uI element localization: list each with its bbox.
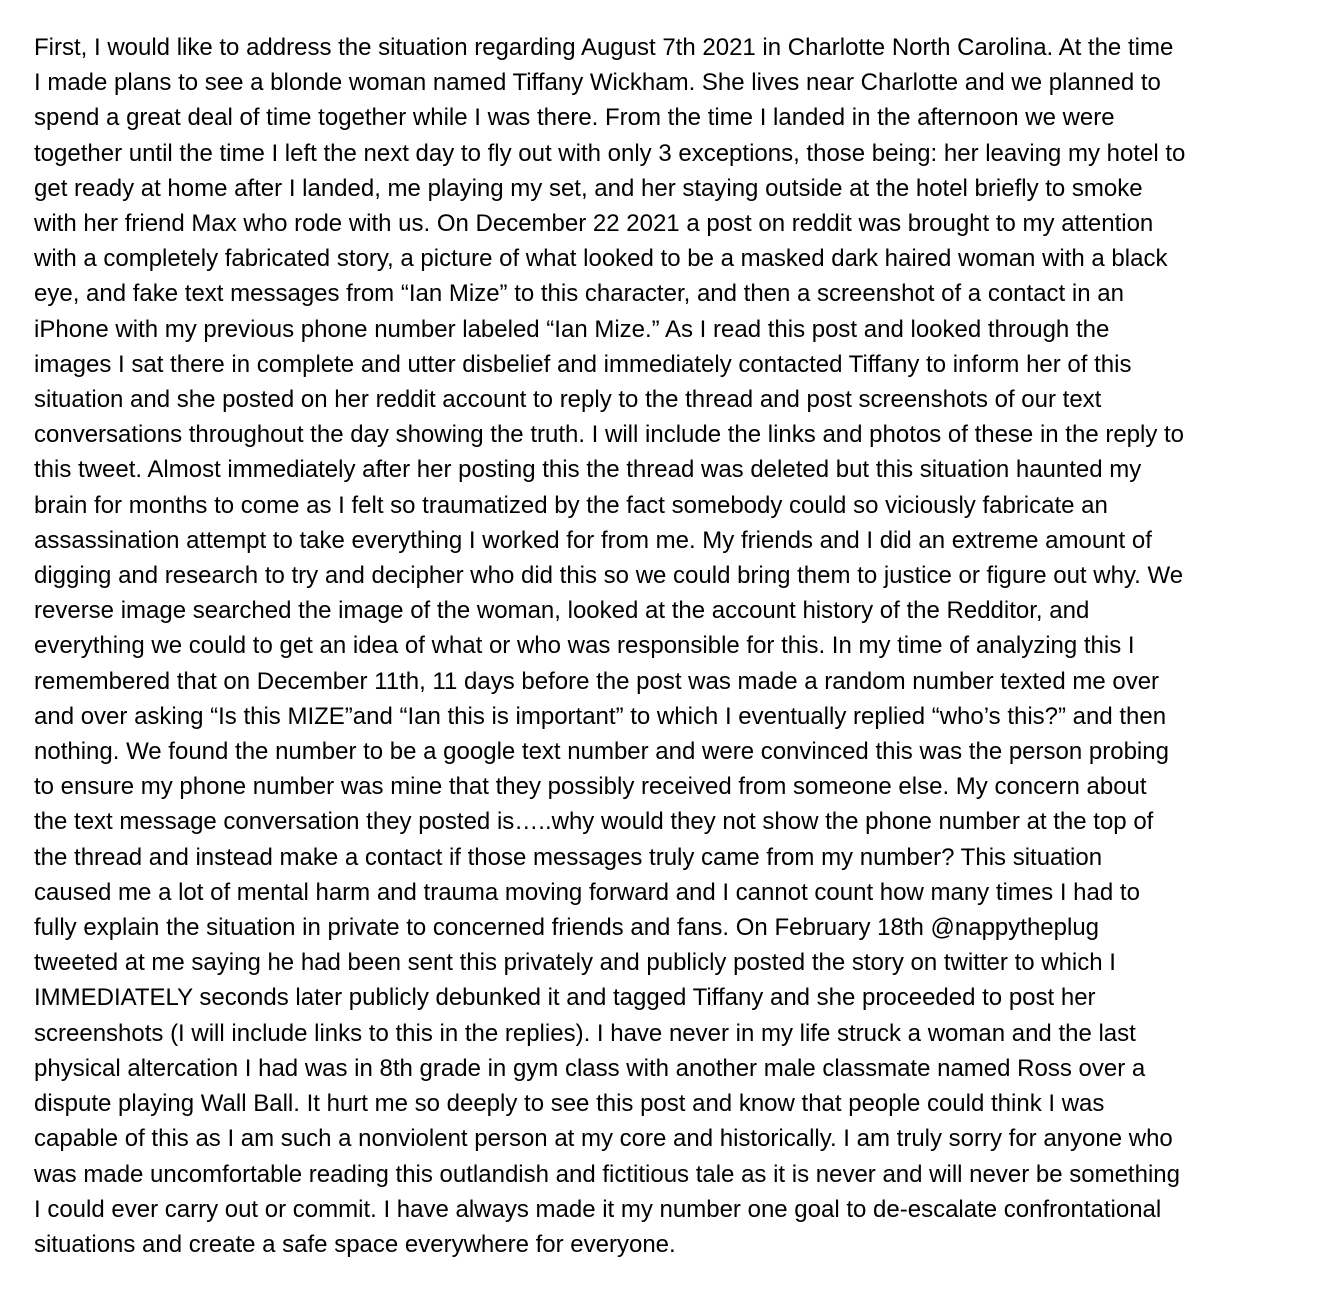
text-line: tweeted at me saying he had been sent this privately and publicly posted the story on twitter to which I: [34, 949, 1116, 977]
text-line: digging and research to try and decipher who did this so we could bring them to justice or figure out why. We: [34, 562, 1184, 590]
text-line: to ensure my phone number was mine that they possibly received from someone else. My concern about: [34, 773, 1147, 801]
text-line: situation and she posted on her reddit account to reply to the thread and post screenshots of our text: [34, 386, 1102, 414]
text-line: IMMEDIATELY seconds later publicly debunked it and tagged Tiffany and she proceeded to post her: [34, 984, 1096, 1012]
text-line: fully explain the situation in private to concerned friends and fans. On February 18th @nappytheplug: [34, 914, 1100, 942]
text-line: situations and create a safe space everywhere for everyone.: [34, 1230, 676, 1258]
text-line: was made uncomfortable reading this outlandish and fictitious tale as it is never and will never be something: [34, 1160, 1180, 1188]
text-line: remembered that on December 11th, 11 days before the post was made a random number texted me over: [34, 667, 1160, 695]
text-line: images I sat there in complete and utter disbelief and immediately contacted Tiffany to inform her of this: [34, 350, 1132, 378]
text-line: eye, and fake text messages from “Ian Mize” to this character, and then a screenshot of a contact in an: [34, 280, 1124, 308]
text-line: with her friend Max who rode with us. On December 22 2021 a post on reddit was brought to my attention: [34, 210, 1154, 238]
text-line: brain for months to come as I felt so traumatized by the fact somebody could so viciously fabricate an: [34, 491, 1108, 519]
text-line: this tweet. Almost immediately after her posting this the thread was deleted but this situation haunted my: [34, 456, 1142, 484]
text-line: I made plans to see a blonde woman named Tiffany Wickham. She lives near Charlotte and we planned to: [34, 69, 1161, 97]
text-line: reverse image searched the image of the woman, looked at the account history of the Redditor, and: [34, 597, 1090, 625]
text-line: together until the time I left the next day to fly out with only 3 exceptions, those being: her leaving my hotel to: [34, 139, 1186, 167]
statement-text: [34, 30, 1304, 1262]
text-line: capable of this as I am such a nonviolent person at my core and historically. I am truly sorry for anyone who: [34, 1125, 1173, 1153]
text-line: everything we could to get an idea of what or who was responsible for this. In my time of analyzing this I: [34, 632, 1135, 660]
text-line: dispute playing Wall Ball. It hurt me so deeply to see this post and know that people could think I was: [34, 1090, 1105, 1118]
text-line: and over asking “Is this MIZE”and “Ian this is important” to which I eventually replied “who’s this?” and then: [34, 702, 1167, 730]
text-line: I could ever carry out or commit. I have always made it my number one goal to de-escalate confrontational: [34, 1195, 1162, 1223]
text-line: caused me a lot of mental harm and trauma moving forward and I cannot count how many times I had to: [34, 878, 1140, 906]
text-line: get ready at home after I landed, me playing my set, and her staying outside at the hotel briefly to smoke: [34, 174, 1143, 202]
text-line: spend a great deal of time together while I was there. From the time I landed in the afternoon we were: [34, 104, 1115, 132]
text-line: nothing. We found the number to be a google text number and were convinced this was the person probing: [34, 738, 1169, 766]
text-line: assassination attempt to take everything I worked for from me. My friends and I did an extreme amount of: [34, 526, 1152, 554]
text-line: First, I would like to address the situation regarding August 7th 2021 in Charlotte North Carolina. At the time: [34, 34, 1174, 61]
text-line: conversations throughout the day showing the truth. I will include the links and photos of these in the reply to: [34, 421, 1185, 449]
text-line: the text message conversation they posted is…..why would they not show the phone number at the top of: [34, 808, 1154, 836]
text-line: with a completely fabricated story, a picture of what looked to be a masked dark haired woman with a black: [34, 245, 1168, 273]
text-line: physical altercation I had was in 8th grade in gym class with another male classmate named Ross over a: [34, 1054, 1146, 1082]
text-line: the thread and instead make a contact if those messages truly came from my number? This situation: [34, 843, 1103, 871]
text-line: iPhone with my previous phone number labeled “Ian Mize.” As I read this post and looked through the: [34, 315, 1110, 343]
text-line: screenshots (I will include links to this in the replies). I have never in my life struck a woman and the last: [34, 1019, 1136, 1047]
